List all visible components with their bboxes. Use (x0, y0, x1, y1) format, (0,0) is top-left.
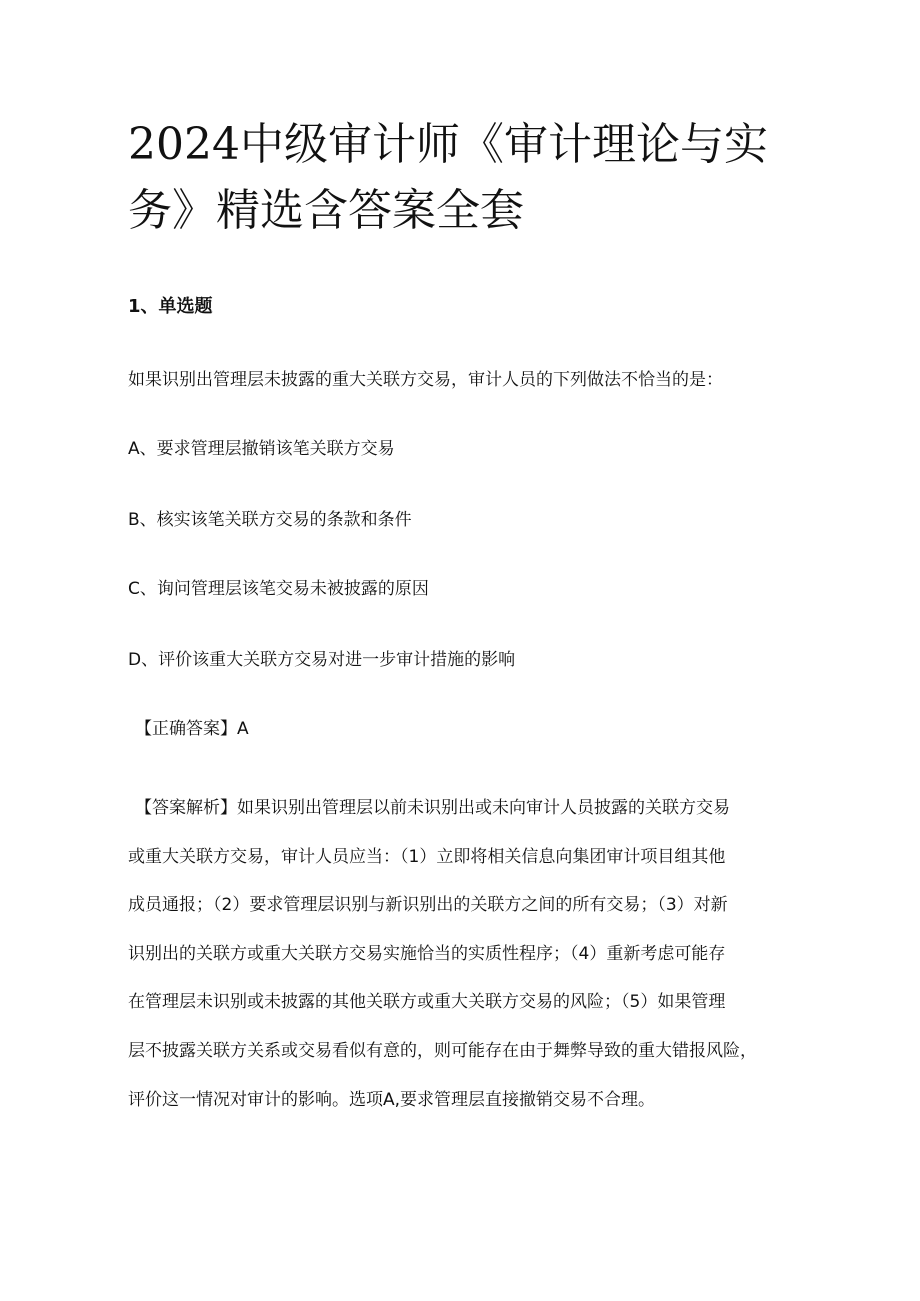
analysis-line: 【答案解析】如果识别出管理层以前未识别出或未向审计人员披露的关联方交易 (135, 798, 730, 818)
analysis-line: 评价这一情况对审计的影响。选项A,要求管理层直接撤销交易不合理。 (128, 1089, 656, 1110)
title-line-2: 务》精选含答案全套 (128, 185, 524, 236)
option-b: B、核实该笔关联方交易的条款和条件 (128, 510, 412, 530)
analysis-line: 成员通报；（2）要求管理层识别与新识别出的关联方之间的所有交易；（3）对新 (128, 895, 728, 916)
question-type-label: 1、单选题 (128, 296, 213, 317)
answer-analysis (128, 784, 808, 1124)
title-line-1: 2024中级审计师《审计理论与实 (128, 119, 768, 170)
document-title (128, 112, 778, 244)
option-d: D、评价该重大关联方交易对进一步审计措施的影响 (128, 650, 516, 670)
correct-answer: 【正确答案】A (135, 719, 249, 739)
analysis-line: 或重大关联方交易，审计人员应当：（1）立即将相关信息向集团审计项目组其他 (128, 846, 726, 867)
option-a: A、要求管理层撤销该笔关联方交易 (128, 439, 395, 459)
question-stem: 如果识别出管理层未披露的重大关联方交易，审计人员的下列做法不恰当的是： (128, 370, 723, 390)
analysis-line: 层不披露关联方关系或交易看似有意的，则可能存在由于舞弊导致的重大错报风险， (128, 1040, 757, 1061)
option-c: C、询问管理层该笔交易未被披露的原因 (128, 579, 429, 599)
analysis-line: 在管理层未识别或未披露的其他关联方或重大关联方交易的风险；（5）如果管理 (128, 992, 726, 1013)
analysis-line: 识别出的关联方或重大关联方交易实施恰当的实质性程序；（4）重新考虑可能存 (128, 943, 726, 964)
